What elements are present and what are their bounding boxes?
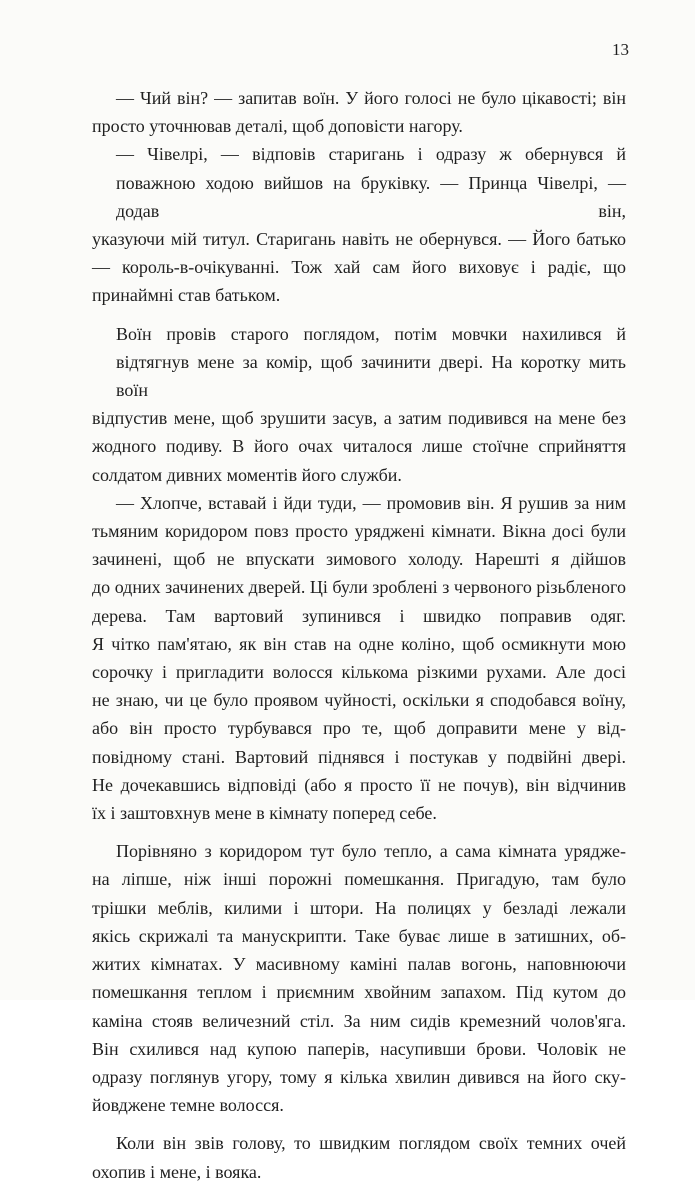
text-line: йовджене темне волосся. <box>92 1095 284 1116</box>
paragraph-gap <box>92 1119 626 1129</box>
text-line: житих кімнатах. У масивному каміні палав вогонь, наповнюючи <box>92 954 626 975</box>
text-line: каміна стояв величезний стіл. За ним сидів кремезний чолов'яга. <box>92 1010 626 1031</box>
text-line: Порівняно з коридором тут було тепло, а сама кімната урядже- <box>116 841 626 862</box>
text-line: сорочку і пригладити волосся кількома різкими рухами. Але досі <box>92 662 626 683</box>
text-line: Він схилився над купою паперів, насупивши брови. Чоловік не <box>92 1038 626 1059</box>
text-line: на ліпше, ніж інші порожні помешкання. Пригадую, там було <box>92 869 626 890</box>
text-line: солдатом дивних моментів його служби. <box>92 464 402 485</box>
text-line: помешкання теплом і приємним хвойним запахом. Під кутом до <box>92 982 626 1003</box>
body-text <box>92 84 626 1186</box>
text-line: — Чівелрі, — відповів старигань і одразу ж обернувся й поважною ходою вийшов на бруківку. — Принца Чівелрі, — додав він, <box>116 144 626 221</box>
paragraph <box>92 1129 626 1185</box>
paragraph <box>92 320 626 489</box>
text-line: просто уточнював деталі, щоб доповісти нагору. <box>92 116 463 137</box>
paragraph <box>92 837 626 1119</box>
text-line: Я чітко пам'ятаю, як він став на одне коліно, щоб осмикнути мою <box>92 633 626 654</box>
text-line: трішки меблів, килими і штори. На полицях у безладі лежали <box>92 897 626 918</box>
text-line: їх і заштовхнув мене в кімнату поперед себе. <box>92 803 437 824</box>
paragraph-gap <box>92 827 626 837</box>
paragraph-gap <box>92 310 626 320</box>
paragraph <box>92 489 626 827</box>
text-line: відпустив мене, щоб зрушити засув, а затим подивився на мене без <box>92 408 626 429</box>
text-line: указуючи мій титул. Старигань навіть не обернувся. — Його батько — король-в-очікуванні. Тож хай сам його виховує і радіє, що <box>92 229 626 278</box>
text-line: Коли він звів голову, то швидким поглядом своїх темних очей <box>116 1133 626 1154</box>
text-line: тьмяним коридором повз просто урядженi кімнати. Вікна досі були зачинені, щоб не впускати зимового холоду. Нарешті я дійшов <box>92 521 626 570</box>
text-line: — Хлопче, вставай і йди туди, — промовив він. Я рушив за ним <box>116 492 626 513</box>
text-line: принаймні став батьком. <box>92 285 281 306</box>
page-number: 13 <box>612 40 629 59</box>
paragraph <box>92 140 626 309</box>
text-line: повідному стані. Вартовий піднявся і постукав у подвійні двері. <box>92 746 626 767</box>
text-line: не знаю, чи це було проявом чуйності, оскільки я сподобався воїну, або він просто турбувався про те, щоб доправити мене у від- <box>92 690 626 739</box>
text-line: Не дочекавшись відповіді (або я просто її не почув), він відчинив <box>92 774 626 795</box>
text-line: якісь скрижалі та манускрипти. Таке буває лише в затишних, об- <box>92 925 626 946</box>
text-line: — Чий він? — запитав воїн. У його голосі не було цікавості; він <box>116 88 626 108</box>
text-line: одразу поглянув угору, тому я кілька хвилин дивився на його ску- <box>92 1066 626 1087</box>
text-line: Воїн провів старого поглядом, потім мовчки нахилився й відтягнув мене за комір, щоб зачинити двері. На коротку мить воїн <box>116 323 626 401</box>
paragraph <box>92 84 626 140</box>
text-line: жодного подиву. В його очах читалося лише стоїчне сприйняття <box>92 436 626 457</box>
text-line: охопив і мене, і вояка. <box>92 1161 262 1182</box>
text-line: до одних зачинених дверей. Ці були зроблені з червоного різьбленого дерева. Там вартовий зупинився і швидко поправив одяг. <box>92 577 626 626</box>
